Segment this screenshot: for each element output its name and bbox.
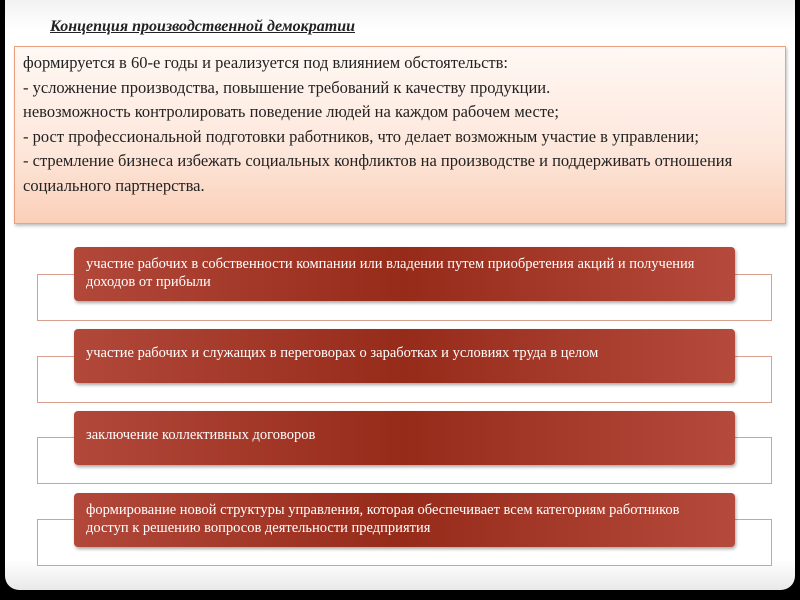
intro-line: - рост профессиональной подготовки работников, что делает возможным участие в управлении; bbox=[23, 126, 699, 146]
slide bbox=[5, 0, 795, 590]
list-item: участие рабочих и служащих в переговорах о заработках и условиях труда в целом bbox=[74, 329, 735, 383]
intro-line: - усложнение производства, повышение требований к качеству продукции. bbox=[23, 77, 551, 97]
intro-box bbox=[14, 46, 786, 224]
intro-line: формируется в 60-е годы и реализуется под влиянием обстоятельств: bbox=[23, 53, 508, 72]
list-item: участие рабочих в собственности компании или владении путем приобретения акций и получения доходов от прибыли bbox=[74, 247, 735, 301]
intro-line: - стремление бизнеса избежать социальных конфликтов на производстве и поддерживать отношения социального партнерства. bbox=[23, 151, 733, 195]
intro-line: невозможность контролировать поведение людей на каждом рабочем месте; bbox=[23, 102, 559, 121]
list-item: формирование новой структуры управления, которая обеспечивает всем категориям работников доступ к решению вопросов деятельности предприятия bbox=[74, 493, 735, 547]
slide-title: Концепция производственной демократии bbox=[50, 18, 355, 35]
list-item: заключение коллективных договоров bbox=[74, 411, 735, 465]
